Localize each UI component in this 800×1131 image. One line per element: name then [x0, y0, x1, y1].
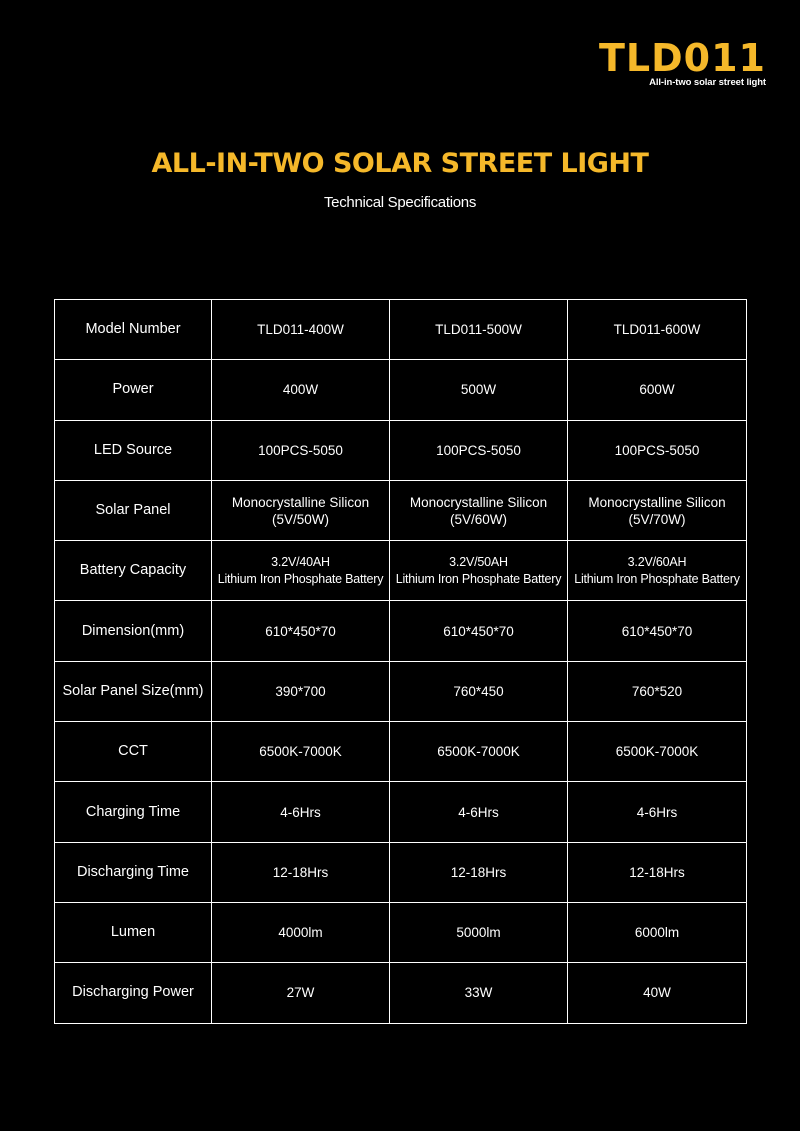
spec-value: 600W [568, 360, 747, 420]
spec-label: Lumen [55, 902, 212, 962]
spec-label: Battery Capacity [55, 541, 212, 601]
table-row [55, 480, 747, 540]
spec-value: 40W [568, 963, 747, 1023]
table-row [55, 963, 747, 1023]
spec-value-line: 3.2V/60AH [627, 554, 687, 569]
spec-label: Model Number [55, 300, 212, 360]
spec-value: TLD011-600W [568, 300, 747, 360]
spec-value: TLD011-400W [212, 300, 390, 360]
spec-value: 6500K-7000K [390, 722, 568, 782]
spec-label: Discharging Time [55, 842, 212, 902]
table-row [55, 300, 747, 360]
table-row [55, 360, 747, 420]
spec-value: 6500K-7000K [212, 722, 390, 782]
spec-table-body [55, 300, 747, 1024]
spec-value [212, 480, 390, 540]
spec-value: 12-18Hrs [568, 842, 747, 902]
brand-model: TLD011 [599, 36, 766, 80]
spec-value: 100PCS-5050 [568, 420, 747, 480]
spec-value: 400W [212, 360, 390, 420]
spec-value: 100PCS-5050 [212, 420, 390, 480]
table-row [55, 420, 747, 480]
spec-value-line: 3.2V/50AH [449, 554, 508, 569]
spec-value: 27W [212, 963, 390, 1023]
spec-label: CCT [55, 722, 212, 782]
spec-value-line: (5V/70W) [628, 511, 686, 527]
spec-value: 4-6Hrs [568, 782, 747, 842]
spec-value-line: Monocrystalline Silicon [588, 494, 726, 510]
spec-value: 33W [390, 963, 568, 1023]
spec-label: Power [55, 360, 212, 420]
table-row [55, 782, 747, 842]
spec-value: 100PCS-5050 [390, 420, 568, 480]
spec-value-line: Lithium Iron Phosphate Battery [574, 571, 740, 586]
brand-subtitle: All-in-two solar street light [649, 77, 766, 88]
spec-label: Solar Panel [55, 480, 212, 540]
spec-value [390, 480, 568, 540]
brand-logo [599, 36, 766, 88]
spec-value [390, 541, 568, 601]
spec-value: 6500K-7000K [568, 722, 747, 782]
spec-table [54, 299, 747, 1024]
page-subtitle: Technical Specifications [323, 194, 477, 211]
spec-value-line: 3.2V/40AH [271, 554, 330, 569]
spec-value: 390*700 [212, 661, 390, 721]
spec-value: 12-18Hrs [212, 842, 390, 902]
spec-value: 4-6Hrs [212, 782, 390, 842]
table-row [55, 722, 747, 782]
spec-value: 610*450*70 [390, 601, 568, 661]
spec-value: 5000lm [390, 902, 568, 962]
spec-value: 610*450*70 [212, 601, 390, 661]
spec-value-line: Lithium Iron Phosphate Battery [217, 571, 384, 586]
spec-value-line: Monocrystalline Silicon [409, 494, 548, 510]
spec-value-line: Lithium Iron Phosphate Battery [395, 571, 562, 586]
table-row [55, 541, 747, 601]
spec-value: 760*520 [568, 661, 747, 721]
spec-label: Solar Panel Size(mm) [55, 661, 212, 721]
spec-value: 760*450 [390, 661, 568, 721]
spec-value: 4-6Hrs [390, 782, 568, 842]
spec-label: Charging Time [55, 782, 212, 842]
spec-value-line: Monocrystalline Silicon [231, 494, 370, 510]
spec-value: 500W [390, 360, 568, 420]
spec-label: LED Source [55, 420, 212, 480]
spec-value [212, 541, 390, 601]
page-title: ALL-IN-TWO SOLAR STREET LIGHT [151, 148, 649, 179]
table-row [55, 902, 747, 962]
spec-label: Discharging Power [55, 963, 212, 1023]
spec-value: TLD011-500W [390, 300, 568, 360]
spec-value-line: (5V/60W) [449, 511, 507, 527]
table-row [55, 601, 747, 661]
spec-value: 4000lm [212, 902, 390, 962]
spec-value: 610*450*70 [568, 601, 747, 661]
table-row [55, 661, 747, 721]
spec-value: 12-18Hrs [390, 842, 568, 902]
spec-value [568, 541, 747, 601]
spec-value [568, 480, 747, 540]
spec-label: Dimension(mm) [55, 601, 212, 661]
spec-value: 6000lm [568, 902, 747, 962]
spec-value-line: (5V/50W) [271, 511, 329, 527]
table-row [55, 842, 747, 902]
